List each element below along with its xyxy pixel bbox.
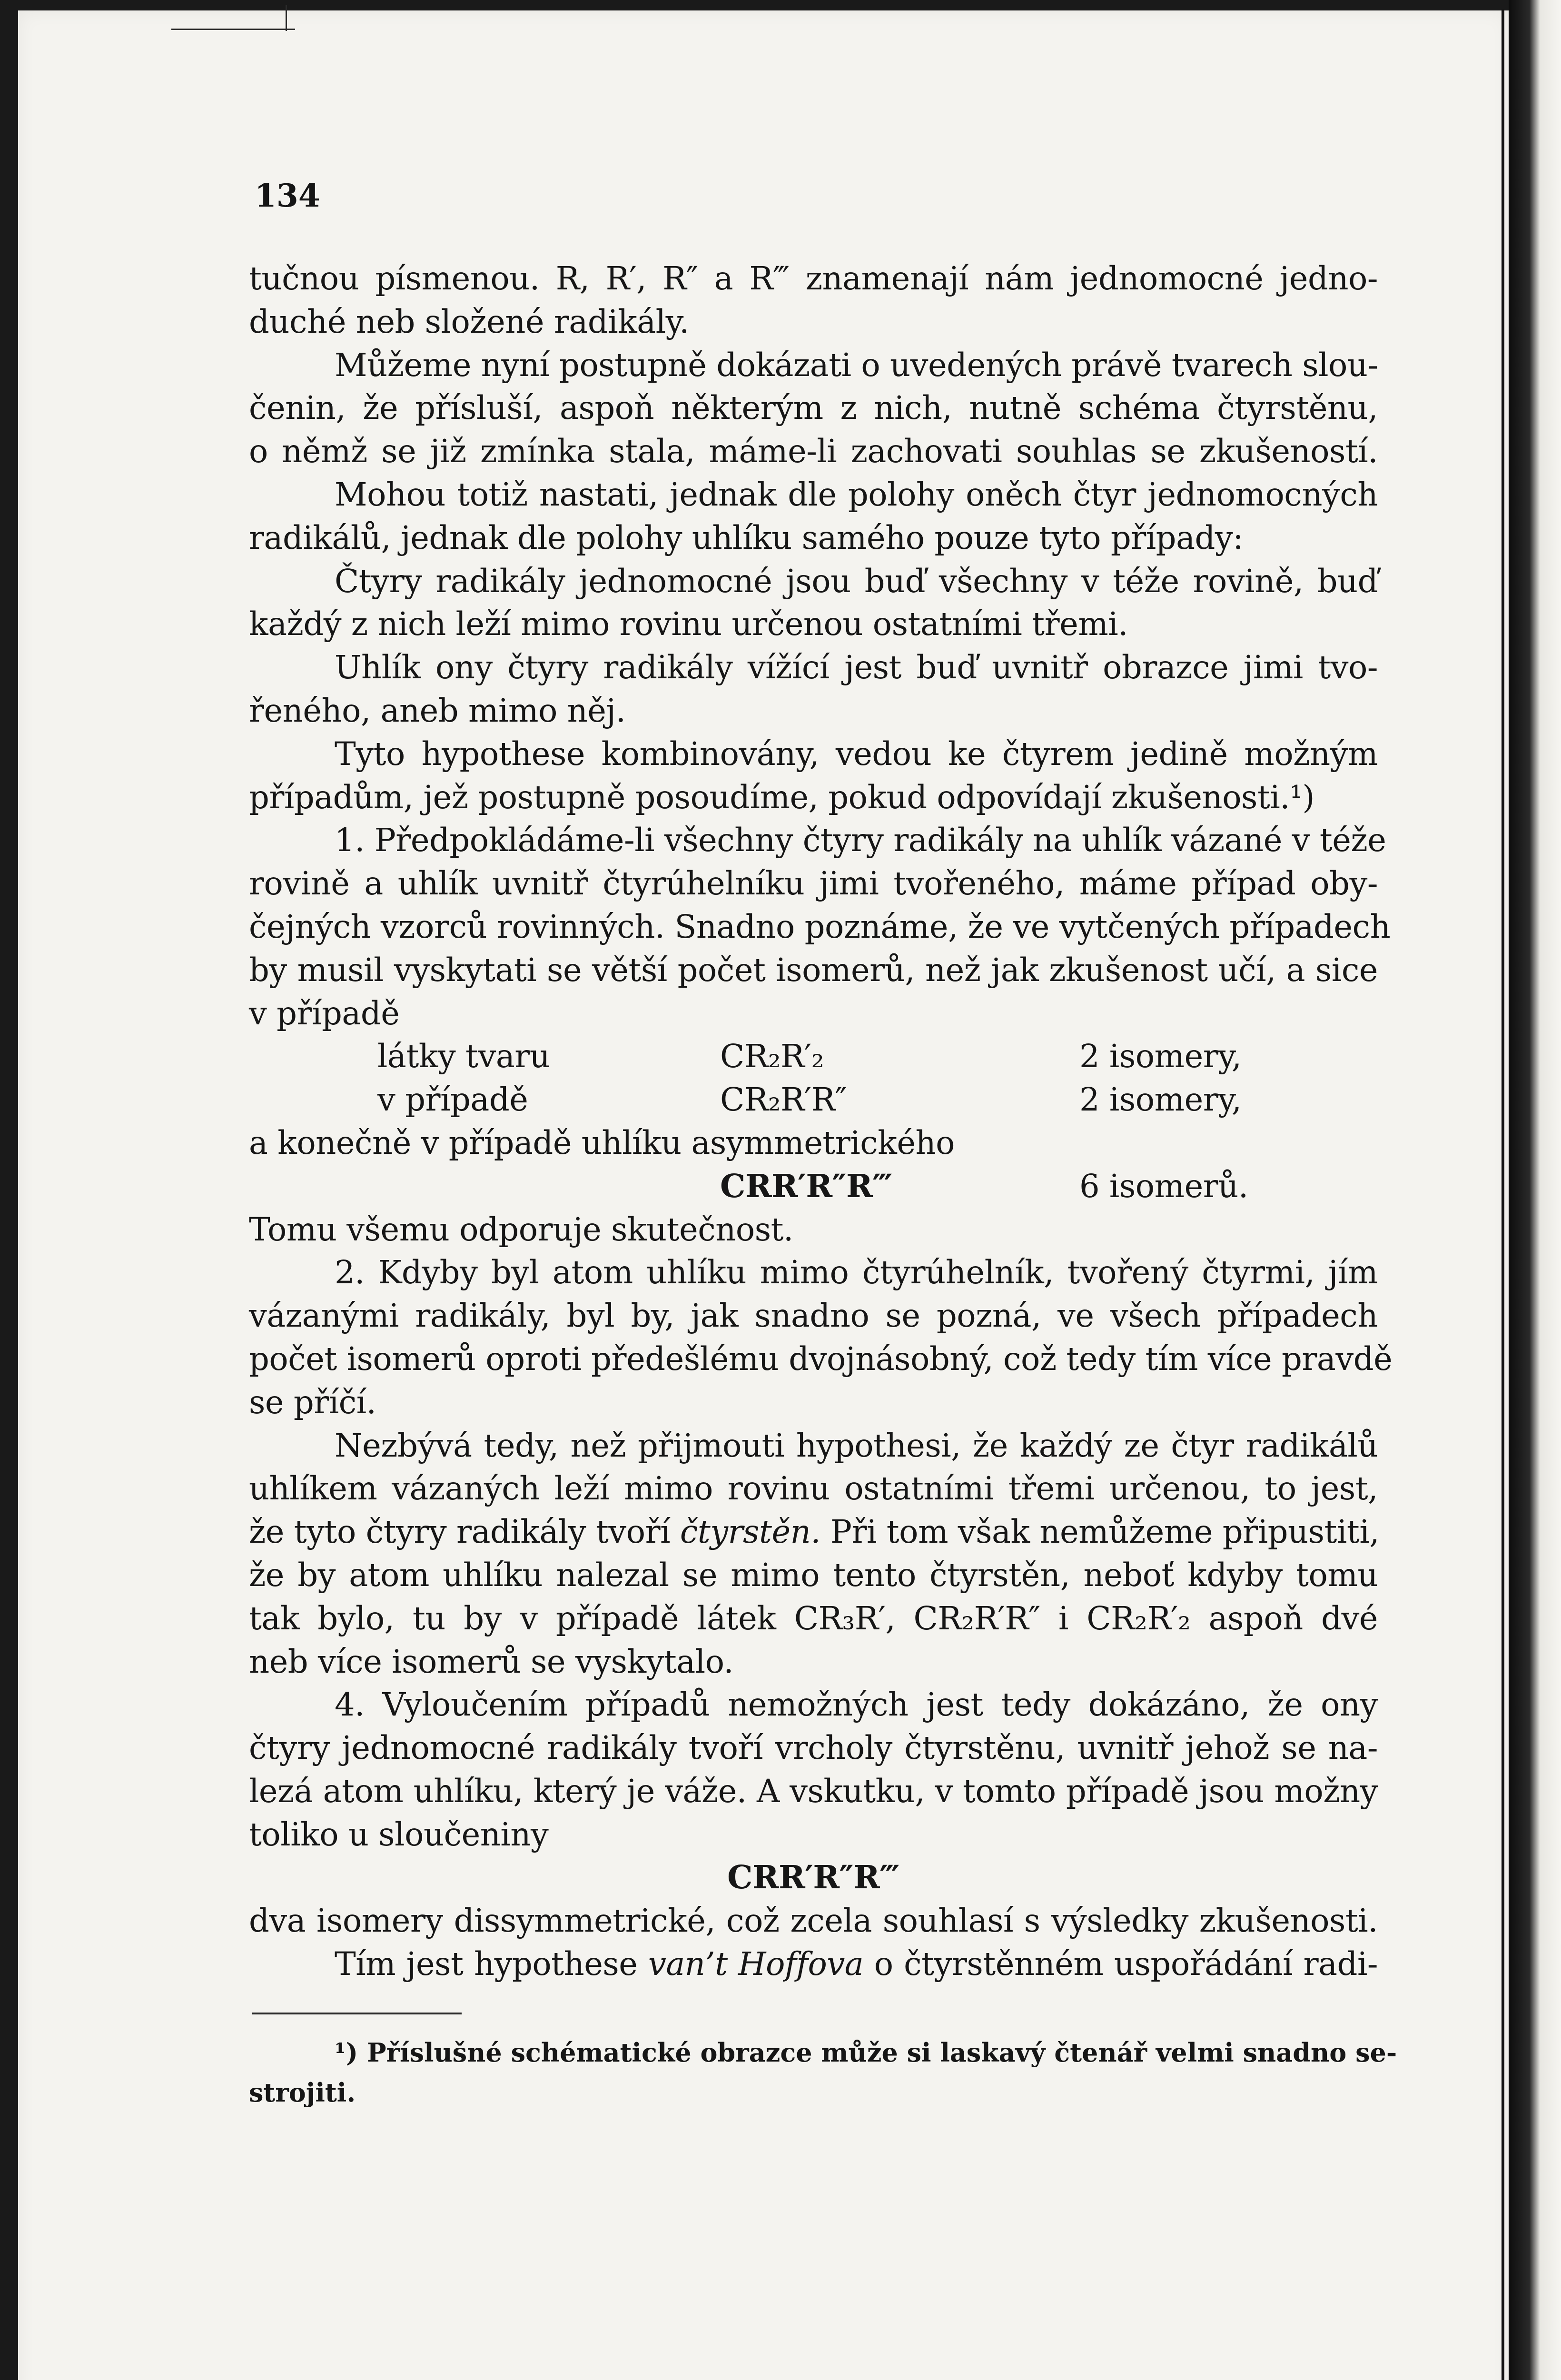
scan-edge [1509, 0, 1561, 2380]
formula: CRR′R″R‴ [720, 1167, 892, 1205]
text-segment: Tím jest hypothese [335, 1945, 648, 1983]
footnote [249, 2033, 1397, 2112]
formula-row [249, 1078, 1378, 1121]
text-line: by musil vyskytati se větší počet isomerů, než jak zkušenost učí, a sice [249, 951, 1378, 989]
text-segment: o čtyrstěnném uspořádání radi- [863, 1945, 1378, 1983]
text-line: toliko u sloučeniny [249, 1815, 549, 1853]
footnote-line: ¹) Příslušné schématické obrazce může si laskavý čtenář velmi snadno se- [335, 2037, 1397, 2068]
text-line: v případě [249, 994, 400, 1032]
text-line [249, 1510, 1378, 1554]
body-text [249, 257, 1393, 1986]
text-line: a konečně v případě uhlíku asymmetrického [249, 1124, 955, 1161]
isomer-count: 2 isomery, [1079, 1038, 1242, 1075]
text-line: každý z nich leží mimo rovinu určenou ostatními třemi. [249, 605, 1128, 643]
text-line: 2. Kdyby byl atom uhlíku mimo čtyrúhelník, tvořený čtyrmi, jím [335, 1254, 1378, 1291]
text-line: Mohou totiž nastati, jednak dle polohy oněch čtyr jednomocných [335, 476, 1378, 513]
scan-mark [1502, 10, 1504, 2380]
text-line: čtyry jednomocné radikály tvoří vrcholy čtyrstěnu, uvnitř jehož se na- [249, 1729, 1378, 1767]
text-line: Tyto hypothese kombinovány, vedou ke čtyrem jedině možným [335, 735, 1378, 773]
text-line: že by atom uhlíku nalezal se mimo tento čtyrstěn, neboť kdyby tomu [249, 1556, 1378, 1594]
formula-row [249, 1035, 1378, 1078]
text-line: tak bylo, tu by v případě látek CR₃R′, CR₂R′R″ i CR₂R′₂ aspoň dvé [249, 1599, 1378, 1637]
page-number: 134 [255, 177, 320, 214]
footnote-line: strojiti. [249, 2077, 356, 2108]
formula-label: látky tvaru [377, 1038, 550, 1075]
text-line: vázanými radikály, byl by, jak snadno se pozná, ve všech případech [249, 1297, 1378, 1335]
text-line: duché neb složené radikály. [249, 303, 689, 340]
text-line: Můžeme nyní postupně dokázati o uvedených právě tvarech slou- [335, 346, 1378, 384]
text-line: Uhlík ony čtyry radikály vížící jest buď uvnitř obrazce jimi tvo- [335, 649, 1378, 686]
formula-label: v případě [377, 1081, 528, 1119]
centered-formula: CRR′R″R‴ [727, 1858, 899, 1896]
scan-mark [286, 5, 287, 31]
text-line: neb více isomerů se vyskytalo. [249, 1643, 734, 1680]
text-line: 1. Předpokládáme-li všechny čtyry radikály na uhlík vázané v téže [335, 822, 1386, 859]
text-line: radikálů, jednak dle polohy uhlíku samého pouze tyto případy: [249, 519, 1244, 556]
author-name: van’t Hoffova [648, 1945, 864, 1983]
text-line: dva isomery dissymmetrické, což zcela souhlasí s výsledky zkušenosti. [249, 1902, 1378, 1940]
text-line: lezá atom uhlíku, který je váže. A vskutku, v tomto případě jsou možny [249, 1772, 1378, 1810]
text-segment: Při tom však nemůžeme připustiti, [820, 1513, 1380, 1551]
text-line: řeného, aneb mimo něj. [249, 692, 626, 729]
text-line: čejných vzorců rovinných. Snadno poznáme, že ve vytčených případech [249, 908, 1391, 945]
emphasis-term: čtyrstěn. [680, 1513, 821, 1551]
text-line: se příčí. [249, 1383, 376, 1421]
formula: CR₂R′₂ [720, 1038, 824, 1075]
text-line: Nezbývá tedy, než přijmouti hypothesi, že každý ze čtyr radikálů [335, 1427, 1378, 1464]
text-line: Tomu všemu odporuje skutečnost. [249, 1210, 793, 1248]
text-line: tučnou písmenou. R, R′, R″ a R‴ znamenají nám jednomocné jedno- [249, 260, 1378, 297]
text-line: uhlíkem vázaných leží mimo rovinu ostatními třemi určenou, to jest, [249, 1470, 1378, 1507]
text-line: čenin, že přísluší, aspoň některým z nich, nutně schéma čtyrstěnu, [249, 389, 1378, 427]
isomer-count: 2 isomery, [1079, 1081, 1242, 1119]
text-line: případům, jež postupně posoudíme, pokud odpovídají zkušenosti.¹) [249, 778, 1315, 816]
text-line [249, 1943, 1378, 1986]
text-segment: že tyto čtyry radikály tvoří [249, 1513, 680, 1551]
formula: CR₂R′R″ [720, 1081, 847, 1119]
text-line: Čtyry radikály jednomocné jsou buď všechny v téže rovině, buď [335, 562, 1378, 600]
text-line: o němž se již zmínka stala, máme-li zachovati souhlas se zkušeností. [249, 433, 1378, 470]
footnote-divider [252, 2013, 462, 2014]
text-line: rovině a uhlík uvnitř čtyrúhelníku jimi tvořeného, máme případ oby- [249, 865, 1378, 902]
isomer-count: 6 isomerů. [1079, 1167, 1248, 1205]
text-line: počet isomerů oproti předešlému dvojnásobný, což tedy tím více pravdě [249, 1340, 1393, 1378]
scan-mark [171, 29, 295, 30]
text-line: 4. Vyloučením případů nemožných jest tedy dokázáno, že ony [335, 1686, 1378, 1724]
formula-row [249, 1165, 1378, 1208]
